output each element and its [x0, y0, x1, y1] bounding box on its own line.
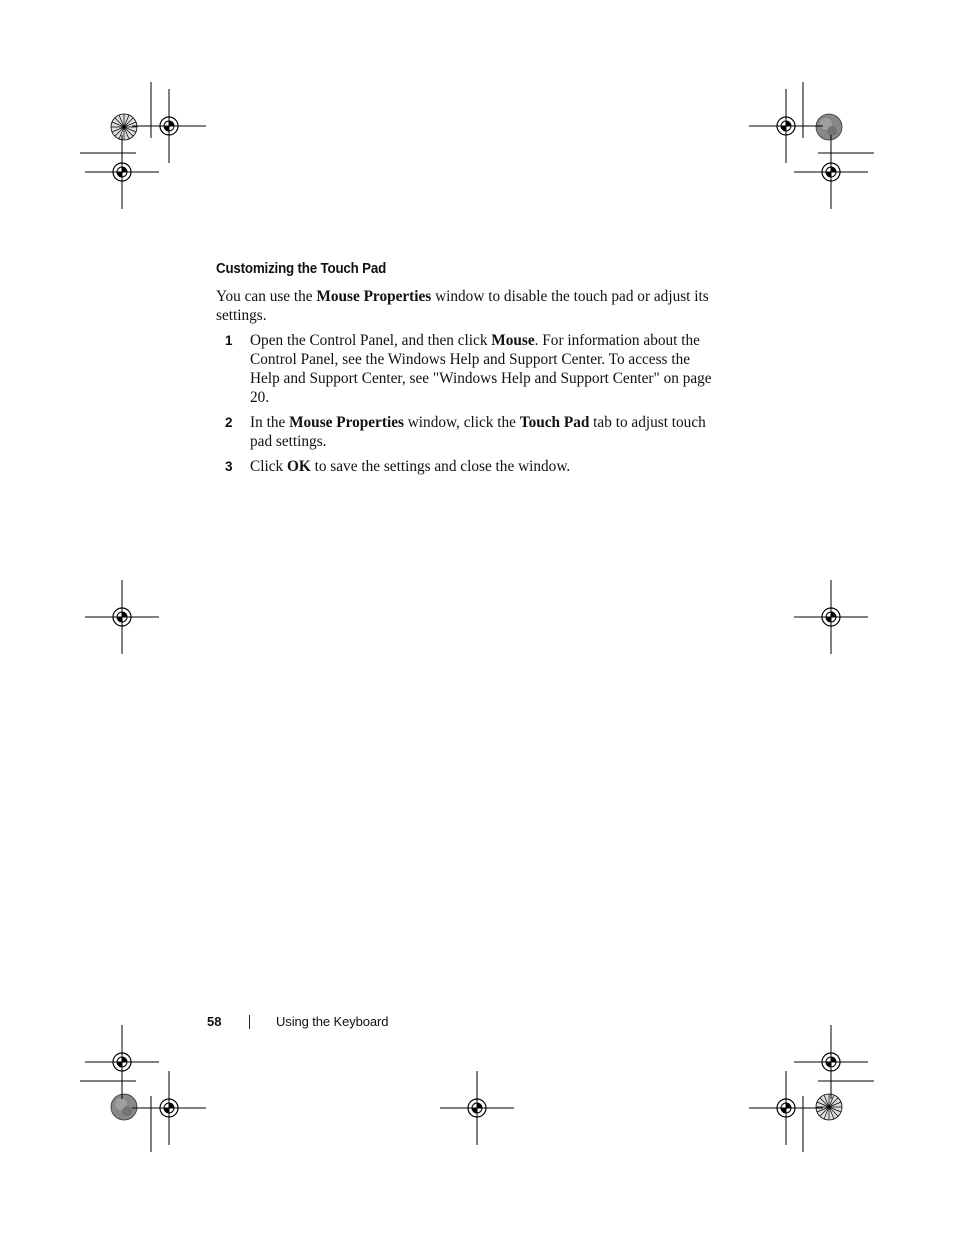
section-heading: Customizing the Touch Pad — [216, 261, 387, 277]
step-text: . For information about the Control Panel, see the Windows Help and Support Center. To access the Help and Support Center, see "Windows Help and Support Center" on page 20. — [250, 332, 712, 406]
crop-mark-bottom-left — [80, 1025, 206, 1152]
step-text: Click — [250, 458, 287, 475]
crop-mark-middle-right — [794, 580, 868, 654]
crop-mark-bottom-right — [749, 1025, 874, 1152]
step-number: 3 — [225, 459, 233, 474]
step-text: Open the Control Panel, and then click — [250, 332, 492, 349]
step-2 — [216, 413, 716, 451]
step-number: 1 — [225, 333, 233, 348]
step-bold-mouse: Mouse — [491, 332, 535, 349]
step-3 — [216, 457, 716, 476]
step-text: window, click the — [403, 414, 520, 431]
footer-divider — [249, 1015, 250, 1029]
crop-mark-bottom-center — [440, 1071, 514, 1145]
step-text: to save the settings and close the window. — [310, 458, 571, 475]
page-number: 58 — [207, 1014, 222, 1029]
crop-mark-top-right — [749, 82, 874, 209]
crop-mark-middle-left — [85, 580, 159, 654]
intro-text: window to disable the touch pad or adjust its settings. — [216, 288, 709, 324]
step-text: tab to adjust touch pad settings. — [250, 414, 706, 450]
intro-text: You can use the — [216, 288, 317, 305]
section-touch-pad — [216, 258, 716, 482]
steps-list — [216, 331, 716, 476]
intro-paragraph — [216, 287, 716, 325]
step-bold-touch-pad: Touch Pad — [519, 414, 590, 431]
crop-mark-top-left — [80, 82, 206, 209]
step-bold-ok: OK — [286, 458, 311, 475]
chapter-title: Using the Keyboard — [276, 1014, 389, 1029]
step-1 — [216, 331, 716, 407]
intro-bold-mouse-properties: Mouse Properties — [316, 288, 432, 305]
step-bold-mouse-properties: Mouse Properties — [289, 414, 404, 431]
step-text: In the — [250, 414, 290, 431]
step-number: 2 — [225, 415, 233, 430]
page-footer — [207, 1014, 388, 1029]
